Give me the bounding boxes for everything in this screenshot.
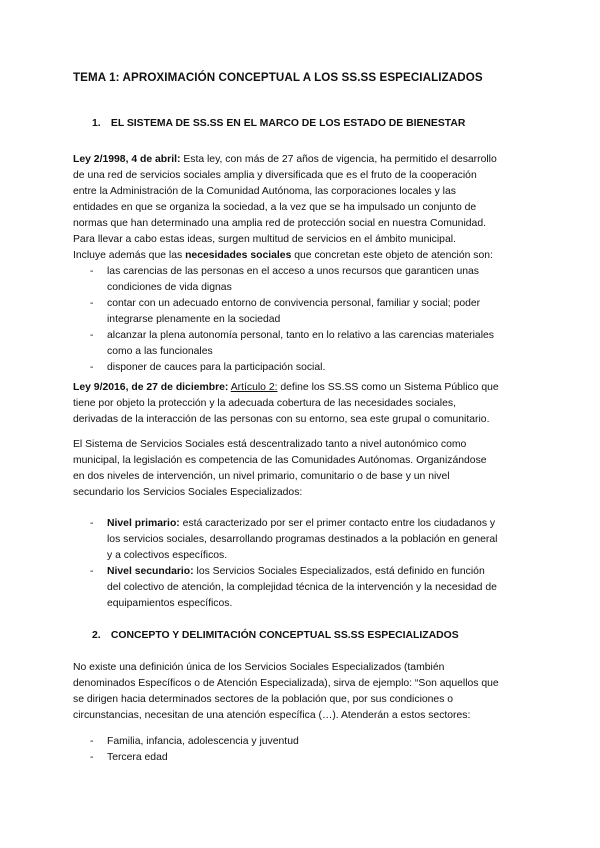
paragraph-line: normas que han determinado una amplia red de protección social en nuestra Comunidad. xyxy=(73,218,486,229)
list-item xyxy=(73,564,533,612)
paragraph-line: secundario los Servicios Sociales Especializados: xyxy=(73,487,303,498)
paragraph-line: Esta ley, con más de 27 años de vigencia, ha permitido el desarrollo xyxy=(180,154,497,165)
list-item-line: como a las funcionales xyxy=(107,346,213,357)
ley-2-1998-label: Ley 2/1998, 4 de abril: xyxy=(73,154,181,165)
list-item xyxy=(73,296,533,328)
list-item xyxy=(73,328,533,360)
paragraph-line: municipal, la legislación es competencia de las Comunidades Autónomas. Organizándose xyxy=(73,455,487,466)
section-2-title: CONCEPTO Y DELIMITACIÓN CONCEPTUAL SS.SS ESPECIALIZADOS xyxy=(110,630,459,641)
dash-bullet: - xyxy=(90,298,94,309)
list-item xyxy=(73,360,533,376)
levels-list-wrapper xyxy=(73,516,533,612)
list-item-line: disponer de cauces para la participación social. xyxy=(107,362,326,373)
paragraph-line: derivadas de la interacción de las personas con su entorno, sea este grupal o comunitario. xyxy=(73,414,490,425)
section-1-title: EL SISTEMA DE SS.SS EN EL MARCO DE LOS ESTADO DE BIENESTAR xyxy=(110,118,466,129)
list-item-line: los servicios sociales, desarrollando programas destinados a la población en general xyxy=(107,534,498,545)
paragraph-line: de una red de servicios sociales amplia y diversificada que es el fruto de la cooperación xyxy=(73,170,477,181)
list-item xyxy=(73,734,533,750)
paragraph-line: El Sistema de Servicios Sociales está descentralizado tanto a nivel autonómico como xyxy=(73,439,467,450)
list-item-line: equipamientos específicos. xyxy=(107,598,233,609)
dash-bullet: - xyxy=(90,566,94,577)
list-item-line: Tercera edad xyxy=(107,752,168,763)
paragraph-line: Para llevar a cabo estas ideas, surgen multitud de servicios en el ámbito municipal. xyxy=(73,234,456,245)
page-title: TEMA 1: APROXIMACIÓN CONCEPTUAL A LOS SS.SS ESPECIALIZADOS xyxy=(73,71,483,84)
list-item xyxy=(73,750,533,766)
paragraph-line: circunstancias, necesitan de una atención específica (…). Atenderán a estos sectores: xyxy=(73,710,471,721)
list-item-line: integrarse plenamente en la sociedad xyxy=(107,314,281,325)
dash-bullet: - xyxy=(90,752,94,763)
text-run: que concretan este objeto de atención son: xyxy=(291,250,493,261)
paragraph-line: entidades en que se organiza la sociedad, a la vez que se ha impulsado un conjunto de xyxy=(73,202,477,213)
sectors-list xyxy=(73,734,533,766)
list-item-line: del colectivo de atención, la complejidad técnica de la intervención y la necesidad de xyxy=(107,582,497,593)
articulo-2-link[interactable]: Artículo 2: xyxy=(230,382,278,393)
paragraph-necesidades xyxy=(73,248,533,376)
list-item xyxy=(73,516,533,564)
paragraph-ley-2-1998 xyxy=(73,152,533,248)
list-item-line: condiciones de vida dignas xyxy=(107,282,232,293)
section-1-heading xyxy=(92,118,465,129)
needs-list xyxy=(73,264,533,376)
paragraph-line: define los SS.SS como un Sistema Público que xyxy=(277,382,499,393)
dash-bullet: - xyxy=(90,330,94,341)
nivel-primario-term: Nivel primario: xyxy=(107,518,180,529)
paragraph-line: denominados Específicos o de Atención Especializada), sirva de ejemplo: “Son aquellos que xyxy=(73,678,499,689)
dash-bullet: - xyxy=(90,362,94,373)
list-item xyxy=(73,264,533,296)
dash-bullet: - xyxy=(90,736,94,747)
text-run: Incluye además que las xyxy=(73,250,186,261)
paragraph-line: se dirigen hacia determinados sectores de la población que, por sus condiciones o xyxy=(73,694,454,705)
list-item-line: las carencias de las personas en el acceso a unos recursos que garanticen unas xyxy=(107,266,479,277)
list-item-line: Familia, infancia, adolescencia y juventud xyxy=(107,736,299,747)
dash-bullet: - xyxy=(90,266,94,277)
nivel-secundario-term: Nivel secundario: xyxy=(107,566,194,577)
necesidades-sociales-term: necesidades sociales xyxy=(185,250,292,261)
paragraph-line: No existe una definición única de los Servicios Sociales Especializados (también xyxy=(73,662,445,673)
ley-9-2016-label: Ley 9/2016, de 27 de diciembre: xyxy=(73,382,229,393)
list-item-line: alcanzar la plena autonomía personal, tanto en lo relativo a las carencias materiales xyxy=(107,330,494,341)
list-item-line: y a colectivos específicos. xyxy=(107,550,228,561)
list-item-line: está caracterizado por ser el primer contacto entre los ciudadanos y xyxy=(179,518,496,529)
paragraph-definicion xyxy=(73,660,533,724)
levels-list xyxy=(73,516,533,612)
list-item-line: contar con un adecuado entorno de convivencia personal, familiar y social; poder xyxy=(107,298,481,309)
dash-bullet: - xyxy=(90,518,94,529)
paragraph-line: tiene por objeto la protección y la adecuada cobertura de las necesidades sociales, xyxy=(73,398,456,409)
paragraph-line: entre la Administración de la Comunidad Autónoma, las corporaciones locales y las xyxy=(73,186,456,197)
list-item-line: los Servicios Sociales Especializados, está definido en función xyxy=(193,566,485,577)
section-1-number: 1. xyxy=(92,118,101,129)
paragraph-ley-9-2016 xyxy=(73,380,533,428)
section-2-number: 2. xyxy=(92,630,101,641)
paragraph-line: en dos niveles de intervención, un nivel primario, comunitario o de base y un nivel xyxy=(73,471,450,482)
section-2-heading xyxy=(92,630,459,641)
sectors-list-wrapper xyxy=(73,734,533,766)
paragraph-sistema-descentralizado xyxy=(73,437,533,501)
